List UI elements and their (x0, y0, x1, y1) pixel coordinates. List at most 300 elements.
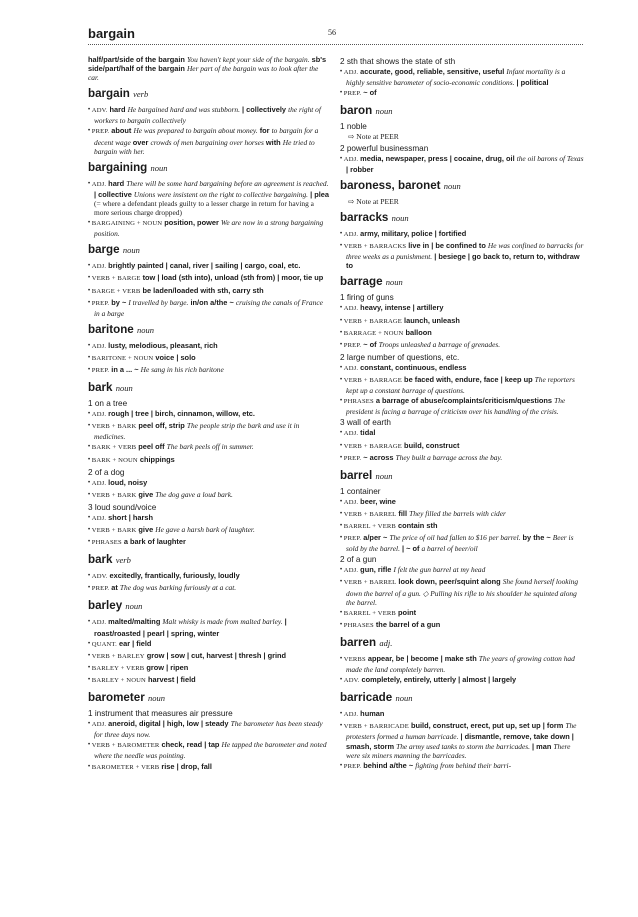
collocate-text: heavy, intense | artillery (358, 303, 444, 313)
entry-headword (88, 381, 329, 395)
sense-heading (340, 555, 584, 564)
example-text: the oil barons of Texas (516, 153, 584, 163)
body-text: 2 sth that shows the state of sth (340, 57, 456, 66)
collocation-line (340, 721, 584, 759)
collocation-line (340, 88, 584, 99)
collocate-text: hard (106, 178, 127, 188)
collocation-line (88, 218, 329, 238)
collocation-line (88, 583, 329, 594)
collocation-line (340, 565, 584, 576)
collocation-line (88, 126, 329, 155)
entry-headword (88, 87, 329, 101)
grammar-label: VERB + BARK (91, 527, 137, 535)
collocate-text: ear | field (116, 638, 152, 648)
collocation-line (88, 537, 329, 548)
example-text: Malt whisky is made from malted barley. (162, 617, 283, 627)
grammar-label: BARLEY + VERB (91, 664, 145, 672)
collocate-text: build, construct (402, 440, 460, 450)
body-text: 1 noble (340, 122, 367, 132)
collocation-line (340, 521, 584, 532)
entry-headword (88, 323, 329, 337)
grammar-label: ADJ. (91, 342, 107, 350)
example-text: the right of workers to bargain collectively (94, 105, 321, 126)
grammar-label: ADJ. (91, 721, 107, 729)
body-text: 1 container (340, 486, 381, 496)
part-of-speech: noun (122, 245, 140, 256)
collocate-text: | collectively (239, 105, 289, 115)
part-of-speech: noun (125, 601, 143, 612)
collocation-line (340, 761, 584, 772)
grammar-label: PREP. (91, 128, 110, 136)
example-text: He gave a harsh bark of laughter. (155, 525, 255, 535)
page-header (88, 26, 583, 45)
collocation-line (340, 509, 584, 520)
collocate-text: hard (107, 105, 128, 115)
example-text: cruising the canals of France in a barge (94, 297, 323, 318)
collocate-text: peel off, strip (136, 421, 187, 431)
collocate-text: be faced with, endure, face | keep up (402, 374, 535, 384)
cross-reference (348, 132, 584, 141)
collocate-text: by the ~ (520, 533, 553, 543)
body-text: ⇨ Note at PEER (348, 132, 399, 142)
entry-headword (340, 691, 584, 705)
body-text: (= where a defendant pleads guilty to a lesser charge in return for having a more serious charge dropped) (94, 198, 314, 218)
example-text: Her part of the bargain was to look after the car. (88, 64, 319, 83)
grammar-label: ADJ. (343, 364, 359, 372)
sense-heading (340, 144, 584, 153)
collocate-text: position, power (162, 218, 221, 228)
example-text: Infant mortality is a highly sensitive barometer of socio-economic conditions. (346, 67, 566, 88)
grammar-label: VERB + BARRACKS (343, 243, 407, 251)
grammar-label: VERB + BARLEY (91, 652, 145, 660)
collocate-text: completely, entirely, utterly | almost | largely (359, 675, 517, 685)
collocate-text: tow | load (sth into), unload (sth from) | moor, tie up (140, 273, 324, 283)
grammar-label: PREP. (91, 299, 110, 307)
example-text: There will be some hard bargaining before an agreement is reached. (126, 178, 329, 188)
collocate-text: live in | be confined to (406, 241, 488, 251)
collocation-line (88, 663, 329, 674)
collocation-line (88, 353, 329, 364)
sense-heading (88, 399, 329, 408)
headword-text: baritone (88, 322, 134, 336)
collocation-line (340, 497, 584, 508)
grammar-label: VERB + BAROMETER (91, 742, 160, 750)
grammar-label: ADV. (91, 573, 108, 581)
collocate-text: | political (514, 78, 549, 88)
collocate-text: gun, rifle (358, 565, 394, 575)
grammar-label: ADJ. (343, 305, 359, 313)
headword-text: barrel (340, 468, 373, 482)
body-text: 3 wall of earth (340, 418, 391, 428)
sense-heading (340, 293, 584, 302)
collocate-text: media, newspaper, press | cocaine, drug, oil (358, 153, 517, 163)
body-text: 1 instrument that measures air pressure (88, 709, 233, 719)
example-text: crowds of men bargaining over horses (150, 137, 264, 147)
collocate-text: appear, be | become | make sth (365, 653, 479, 663)
entry-headword (340, 275, 584, 289)
example-text: The protesters formed a human barricade. (346, 721, 577, 742)
example-text: They built a barrage across the bay. (395, 452, 503, 462)
collocate-text: by ~ (109, 297, 129, 307)
sense-heading (88, 468, 329, 477)
grammar-label: PREP. (343, 454, 362, 462)
part-of-speech: noun (391, 212, 409, 223)
entry-headword (340, 104, 584, 118)
collocation-line (340, 316, 584, 327)
grammar-label: VERB + BARGE (91, 275, 141, 283)
collocation-line (340, 428, 584, 439)
example-text: He was confined to barracks for three weeks as a punishment. (346, 241, 584, 262)
grammar-label: QUANT. (91, 640, 117, 648)
collocate-text: ~ across (361, 452, 396, 462)
collocation-line (88, 675, 329, 686)
body-text: 2 of a gun (340, 555, 377, 565)
part-of-speech: noun (443, 180, 461, 191)
collocation-line (340, 396, 584, 416)
collocate-text: voice | solo (153, 352, 196, 362)
collocation-line (340, 154, 584, 174)
left-column (88, 55, 329, 774)
collocate-text: human (358, 709, 385, 719)
grammar-label: ADJ. (91, 263, 107, 271)
collocate-text: sb's side/part/half of the bargain (88, 55, 327, 74)
headword-text: barrage (340, 275, 383, 289)
collocation-line (88, 719, 329, 739)
collocate-text: army, military, police | fortified (358, 228, 467, 238)
grammar-label: ADJ. (343, 567, 359, 575)
grammar-label: BARK + VERB (91, 444, 137, 452)
example-text: The bark peels off in summer. (166, 442, 254, 452)
collocation-line (88, 409, 329, 420)
part-of-speech: verb (115, 555, 131, 566)
collocate-text: behind a/the ~ (361, 760, 416, 770)
sense-heading (340, 57, 584, 66)
running-head: bargain (88, 26, 135, 41)
example-text: They filled the barrels with cider (409, 508, 506, 518)
grammar-label: VERB + BARRAGE (343, 376, 402, 384)
example-text: The dog gave a loud bark. (155, 489, 233, 499)
grammar-label: BARRAGE + NOUN (343, 329, 404, 337)
part-of-speech: noun (136, 324, 154, 335)
body-text: 3 loud sound/voice (88, 502, 157, 512)
part-of-speech: noun (147, 693, 165, 704)
collocate-text: constant, continuous, endless (358, 362, 467, 372)
grammar-label: BARITONE + NOUN (91, 354, 154, 362)
collocation-line (88, 286, 329, 297)
collocation-line (88, 365, 329, 376)
entry-headword (340, 469, 584, 483)
collocate-text: ~ of (361, 88, 377, 98)
collocation-line (88, 478, 329, 489)
grammar-label: ADJ. (343, 69, 359, 77)
grammar-label: VERB + BARRICADE (343, 723, 409, 731)
collocation-line (88, 571, 329, 582)
collocation-line (88, 341, 329, 352)
collocate-text: at (109, 583, 120, 593)
collocation-line (340, 675, 584, 686)
collocation-line (88, 525, 329, 536)
headword-text: barracks (340, 210, 389, 224)
collocation-line (88, 455, 329, 466)
collocate-text: brightly painted | canal, river | sailing | cargo, coal, etc. (106, 261, 301, 271)
collocate-text: in a ... ~ (109, 364, 141, 374)
example-text: I felt the gun barrel at my head (393, 565, 486, 575)
collocate-text: in/on a/the ~ (188, 297, 236, 307)
grammar-label: ADV. (343, 677, 360, 685)
entry-paragraph (88, 55, 329, 82)
body-text: 1 firing of guns (340, 293, 394, 303)
collocate-text: short | harsh (106, 513, 153, 522)
grammar-label: PREP. (343, 762, 362, 770)
collocate-text: look down, peer/squint along (396, 577, 503, 587)
grammar-label: VERB + BARRAGE (343, 317, 402, 325)
collocate-text: chippings (137, 454, 175, 464)
example-text: The army used tanks to storm the barricades. (396, 741, 530, 751)
collocation-line (88, 490, 329, 501)
collocate-text: a barrage of abuse/complaints/criticism/questions (373, 396, 555, 406)
grammar-label: PHRASES (91, 539, 122, 547)
collocate-text: with (263, 137, 283, 147)
grammar-label: ADJ. (343, 711, 359, 719)
collocation-line (340, 340, 584, 351)
collocation-line (340, 620, 584, 631)
grammar-label: ADJ. (91, 411, 107, 419)
collocate-text: give (136, 489, 156, 499)
collocate-text: | plea (308, 189, 329, 199)
collocate-text: accurate, good, reliable, sensitive, useful (358, 67, 507, 77)
grammar-label: VERB + BARREL (343, 579, 397, 587)
collocate-text: harvest | field (145, 674, 196, 684)
grammar-label: VERB + BARK (91, 491, 137, 499)
headword-text: barge (88, 243, 120, 257)
part-of-speech: noun (395, 693, 413, 704)
grammar-label: PREP. (343, 90, 362, 98)
collocate-text: lusty, melodious, pleasant, rich (106, 340, 218, 350)
collocate-text: tidal (358, 428, 376, 438)
example-text: The years of growing cotton had made the land completely barren. (346, 653, 575, 675)
collocate-text: a bark of laughter (121, 537, 186, 547)
entry-headword (88, 691, 329, 705)
collocation-line (88, 740, 329, 760)
collocate-text: balloon (403, 327, 432, 337)
example-text: He bargained hard and was stubborn. (127, 105, 240, 115)
example-text: He was prepared to bargain about money. (133, 126, 258, 136)
grammar-label: ADJ. (91, 479, 107, 487)
entry-headword (88, 599, 329, 613)
collocate-text: | roast/roasted | pearl | spring, winter (94, 617, 287, 638)
collocation-line (340, 441, 584, 452)
sense-heading (88, 709, 329, 718)
collocate-text: fill (396, 508, 410, 518)
collocation-line (340, 654, 584, 674)
collocate-text: | man (529, 741, 554, 751)
collocate-text: give (136, 525, 156, 535)
grammar-label: PREP. (91, 366, 110, 374)
collocate-text: excitedly, frantically, furiously, loudly (107, 571, 240, 581)
example-text: You haven't kept your side of the bargain. (186, 55, 310, 64)
collocate-text: about (109, 126, 134, 136)
grammar-label: VERB + BARREL (343, 510, 397, 518)
collocate-text: | ~ of (399, 544, 422, 554)
entry-headword (88, 161, 329, 175)
collocation-line (88, 421, 329, 441)
collocation-line (88, 513, 329, 524)
collocate-text: beer, wine (358, 496, 396, 506)
part-of-speech: noun (150, 162, 168, 173)
collocate-text: | collective (94, 189, 134, 199)
grammar-label: ADV. (91, 107, 108, 115)
collocation-line (88, 762, 329, 773)
collocate-text: build, construct, erect, put up, set up | form (408, 721, 566, 731)
collocation-line (340, 241, 584, 270)
headword-text: barren (340, 635, 377, 649)
headword-text: barometer (88, 691, 145, 705)
collocate-text: over (130, 137, 151, 147)
grammar-label: BARK + NOUN (91, 456, 138, 464)
example-text: fighting from behind their barri- (415, 760, 512, 770)
grammar-label: ADJ. (343, 430, 359, 438)
collocation-line (340, 67, 584, 87)
collocation-line (340, 229, 584, 240)
collocation-line (88, 298, 329, 318)
collocate-text: be laden/loaded with sth, carry sth (140, 285, 264, 295)
grammar-label: BARLEY + NOUN (91, 676, 146, 684)
grammar-label: PHRASES (343, 621, 374, 629)
collocate-text: rough | tree | birch, cinnamon, willow, etc. (106, 409, 255, 419)
collocate-text: contain sth (395, 521, 438, 530)
sense-heading (88, 503, 329, 512)
collocate-text: peel off (136, 442, 167, 452)
collocate-text: check, read | tap (159, 740, 222, 750)
body-text: 2 of a dog (88, 467, 125, 477)
collocate-text: the barrel of a gun (373, 619, 441, 629)
body-text: 2 large number of questions, etc. (340, 352, 460, 362)
collocation-line (340, 303, 584, 314)
example-text: The dog was barking furiously at a cat. (119, 583, 237, 593)
example-text: He tried to bargain with her. (94, 137, 315, 156)
headword-text: bargaining (88, 160, 148, 174)
collocate-text: half/part/side of the bargain (88, 55, 187, 64)
part-of-speech: noun (115, 383, 133, 394)
collocate-text: a/per ~ (361, 533, 390, 543)
headword-text: baron (340, 104, 373, 118)
entry-headword (88, 553, 329, 567)
collocate-text: for (257, 126, 272, 136)
example-text: to bargain for a decent wage (94, 126, 319, 147)
headword-text: barricade (340, 691, 393, 705)
collocate-text: | besiege | go back to, return to, withdraw to (346, 252, 580, 271)
collocate-text: ~ of (361, 339, 379, 349)
headword-text: bargain (88, 87, 130, 101)
collocation-line (88, 651, 329, 662)
collocation-line (88, 639, 329, 650)
grammar-label: ADJ. (91, 180, 107, 188)
body-text: 2 powerful businessman (340, 143, 429, 153)
sense-heading (340, 487, 584, 496)
collocation-line (88, 179, 329, 217)
collocation-line (340, 328, 584, 339)
page-number: 56 (328, 28, 336, 37)
part-of-speech: verb (133, 89, 149, 100)
example-text: The reporters kept up a constant barrage of questions. (346, 374, 575, 396)
example-text: Beer is sold by the barrel. (346, 533, 574, 554)
collocate-text: malted/malting (106, 617, 163, 627)
grammar-label: VERB + BARRAGE (343, 442, 402, 450)
sense-heading (340, 122, 584, 131)
collocation-line (340, 709, 584, 720)
part-of-speech: noun (385, 277, 403, 288)
grammar-label: PREP. (343, 535, 362, 543)
collocate-text: grow | ripen (144, 662, 189, 672)
grammar-label: ADJ. (91, 619, 107, 627)
grammar-label: BARGE + VERB (91, 287, 141, 295)
grammar-label: VERB + BARK (91, 423, 137, 431)
collocation-line (340, 375, 584, 395)
headword-text: bark (88, 381, 113, 395)
grammar-label: BAROMETER + VERB (91, 763, 160, 771)
collocation-line (88, 617, 329, 637)
example-text: I travelled by barge. (128, 297, 189, 307)
grammar-label: ADJ. (343, 230, 359, 238)
example-text: He sang in his rich baritone (140, 364, 224, 374)
collocation-line (88, 273, 329, 284)
collocate-text: grow | sow | cut, harvest | thresh | grind (144, 650, 287, 660)
collocate-text: aneroid, digital | high, low | steady (106, 719, 231, 729)
grammar-label: ADJ. (91, 515, 107, 522)
example-text: We are now in a strong bargaining position. (94, 218, 324, 239)
grammar-label: VERBS (343, 655, 366, 663)
entry-headword (88, 243, 329, 257)
sense-heading (340, 418, 584, 427)
entry-headword (340, 636, 584, 650)
example-text: She found herself looking down the barrel of a gun. ◇ Pulling his rifle to his shoulder he squinted along the barrel. (346, 577, 579, 607)
collocate-text: | robber (346, 164, 374, 174)
headword-text: bark (88, 553, 113, 567)
collocate-text: launch, unleash (402, 315, 460, 325)
collocation-line (340, 577, 584, 606)
headword-text: baroness, baronet (340, 178, 441, 192)
grammar-label: BARREL + VERB (343, 609, 396, 617)
part-of-speech: noun (375, 106, 393, 117)
example-text: There were six miners manning the barricades. (346, 741, 571, 760)
example-text: a barrel of beer/oil (421, 544, 478, 554)
grammar-label: PREP. (343, 341, 362, 349)
collocation-line (88, 442, 329, 453)
sense-heading (340, 353, 584, 362)
part-of-speech: noun (375, 470, 393, 481)
entry-headword (340, 211, 584, 225)
body-text: 1 on a tree (88, 399, 128, 409)
cross-reference (348, 197, 584, 206)
grammar-label: ADJ. (343, 155, 359, 163)
example-text: Troops unleashed a barrage of grenades. (378, 339, 501, 349)
grammar-label: PHRASES (343, 398, 374, 406)
example-text: The president is facing a barrage of criticism over his handling of the crisis. (346, 396, 566, 417)
collocate-text: point (395, 607, 417, 617)
grammar-label: BARGAINING + NOUN (91, 220, 163, 228)
example-text: The barometer has been steady for three days now. (94, 719, 323, 740)
grammar-label: ADJ. (343, 498, 359, 506)
collocation-line (88, 105, 329, 125)
body-text: ⇨ Note at PEER (348, 196, 399, 206)
collocation-line (88, 261, 329, 272)
collocation-line (340, 453, 584, 464)
example-text: The price of oil had fallen to $16 per barrel. (389, 533, 521, 543)
collocate-text: rise | drop, fall (159, 761, 212, 771)
collocation-line (340, 608, 584, 619)
right-column (340, 55, 584, 773)
collocate-text: loud, noisy (106, 477, 148, 487)
